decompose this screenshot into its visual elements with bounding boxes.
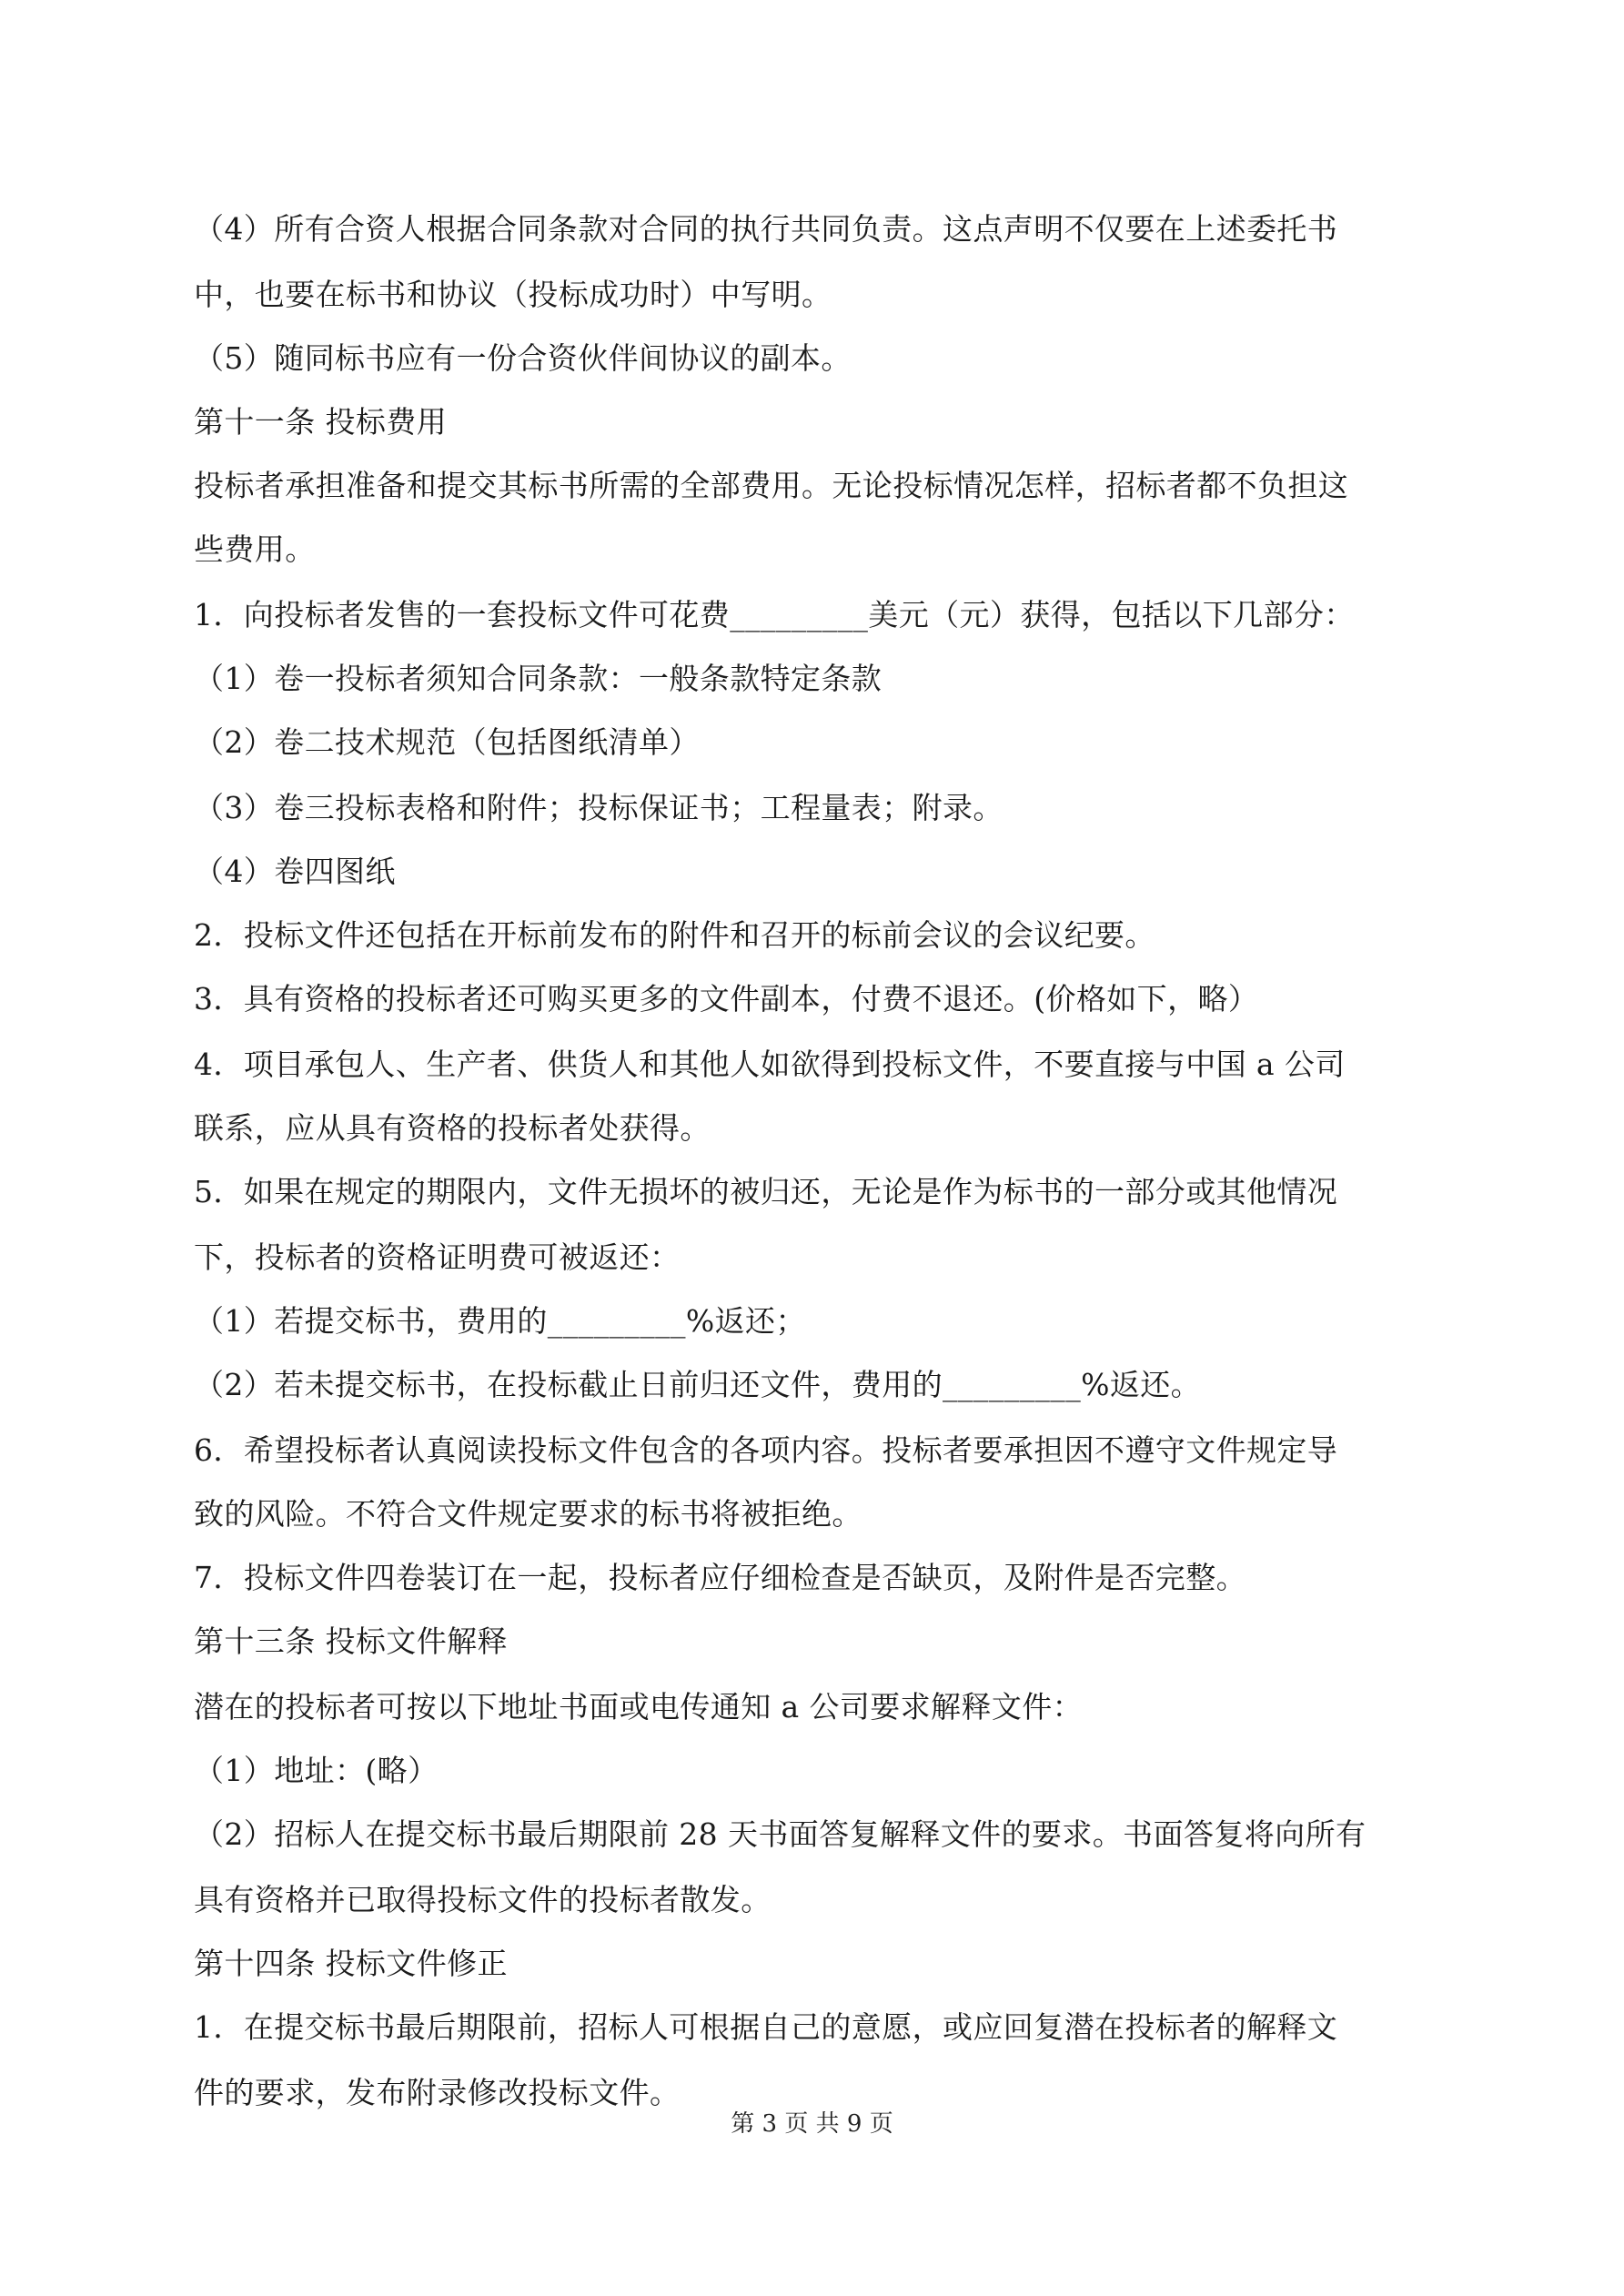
text-line: 5．如果在规定的期限内，文件无损坏的被归还，无论是作为标书的一部分或其他情况 <box>194 1174 1338 1209</box>
section-heading: 第十一条 投标费用 <box>194 404 448 440</box>
text-line: （1）卷一投标者须知合同条款：一般条款特定条款 <box>194 661 883 696</box>
text-line: 2．投标文件还包括在开标前发布的附件和召开的标前会议的会议纪要。 <box>194 917 1155 953</box>
text-line: （2）若未提交标书，在投标截止日前归还文件，费用的_________%返还。 <box>194 1367 1202 1402</box>
text-line: （2）招标人在提交标书最后期限前 28 天书面答复解释文件的要求。书面答复将向所有 <box>194 1816 1367 1852</box>
text-line: 致的风险。不符合文件规定要求的标书将被拒绝。 <box>194 1496 862 1532</box>
text-line: 中，也要在标书和协议（投标成功时）中写明。 <box>194 277 832 312</box>
section-heading: 第十四条 投标文件修正 <box>194 1946 508 1981</box>
text-line: 1．在提交标书最后期限前，招标人可根据自己的意愿，或应回复潜在投标者的解释文 <box>194 2009 1338 2045</box>
text-line: 1．向投标者发售的一套投标文件可花费_________美元（元）获得，包括以下几部分： <box>194 597 1355 632</box>
text-line: 些费用。 <box>194 531 316 567</box>
text-line: 下，投标者的资格证明费可被返还： <box>194 1239 681 1275</box>
text-line: （5）随同标书应有一份合资伙伴间协议的副本。 <box>194 340 852 376</box>
text-line: 6．希望投标者认真阅读投标文件包含的各项内容。投标者要承担因不遵守文件规定导 <box>194 1432 1338 1468</box>
page-footer: 第 3 页 共 9 页 <box>731 2110 893 2138</box>
text-line: 联系，应从具有资格的投标者处获得。 <box>194 1110 711 1146</box>
text-line: （1）地址：(略） <box>194 1753 439 1788</box>
text-line: 3．具有资格的投标者还可购买更多的文件副本，付费不退还。(价格如下，略） <box>194 981 1259 1017</box>
text-line: （4）所有合资人根据合同条款对合同的执行共同负责。这点声明不仅要在上述委托书 <box>194 211 1338 247</box>
text-line: （2）卷二技术规范（包括图纸清单） <box>194 724 700 760</box>
text-line: （3）卷三投标表格和附件；投标保证书；工程量表；附录。 <box>194 790 1004 825</box>
text-line: 潜在的投标者可按以下地址书面或电传通知 a 公司要求解释文件： <box>194 1689 1084 1725</box>
text-line: （1）若提交标书，费用的_________%返还； <box>194 1303 806 1339</box>
text-line: 件的要求，发布附录修改投标文件。 <box>194 2075 681 2110</box>
text-line: （4）卷四图纸 <box>194 854 396 889</box>
section-heading: 第十三条 投标文件解释 <box>194 1623 508 1659</box>
text-line: 7．投标文件四卷装订在一起，投标者应仔细检查是否缺页，及附件是否完整。 <box>194 1560 1246 1595</box>
text-line: 投标者承担准备和提交其标书所需的全部费用。无论投标情况怎样，招标者都不负担这 <box>194 468 1349 503</box>
text-line: 4．项目承包人、生产者、供货人和其他人如欲得到投标文件，不要直接与中国 a 公司 <box>194 1047 1346 1082</box>
text-line: 具有资格并已取得投标文件的投标者散发。 <box>194 1882 772 1917</box>
